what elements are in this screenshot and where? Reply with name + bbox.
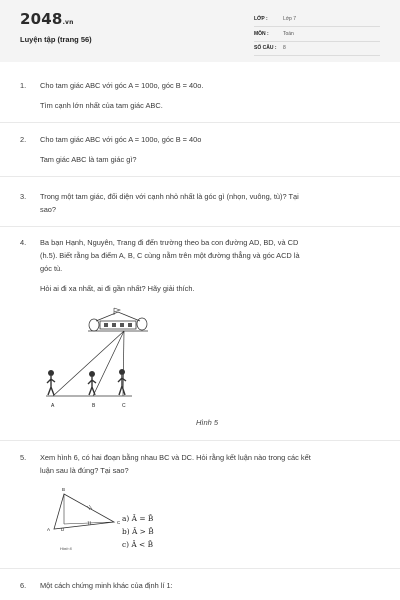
option-b: b) Â > B̂ <box>122 527 154 536</box>
divider <box>0 568 400 569</box>
divider <box>0 122 400 123</box>
question-count-label: SỐ CÂU : <box>254 45 277 51</box>
label-a: A <box>51 403 55 409</box>
question-line: Tìm cạnh lớn nhất của tam giác ABC. <box>40 101 163 110</box>
question-line: Hỏi ai đi xa nhất, ai đi gần nhất? Hãy giải thích. <box>40 284 195 293</box>
question-number: 4. <box>20 238 27 247</box>
figure-6 <box>40 484 122 556</box>
divider <box>0 226 400 227</box>
question-line: (h.5). Biết rằng ba điểm A, B, C cùng nằm trên một đường thẳng và góc ACD là <box>40 251 300 260</box>
label-d: D <box>61 527 65 532</box>
label-a: A <box>47 527 51 532</box>
figure-6-caption: Hình 6 <box>60 546 72 551</box>
logo-main: 2048 <box>20 10 63 28</box>
figure-5-caption: Hình 5 <box>196 418 219 427</box>
option-c: c) Â < B̂ <box>122 540 154 549</box>
question-line: Trong một tam giác, đối diện với cạnh nhỏ nhất là góc gì (nhọn, vuông, tù)? Tại <box>40 192 299 201</box>
school-icon <box>88 308 148 331</box>
question-line: Tam giác ABC là tam giác gì? <box>40 155 137 164</box>
question-line: Một cách chứng minh khác của định lí 1: <box>40 581 173 590</box>
question-line: sao? <box>40 205 57 214</box>
subject-value: Toán <box>283 31 294 37</box>
label-b: B <box>62 487 66 492</box>
road-cd <box>123 331 124 396</box>
divider <box>254 55 380 56</box>
page-title: Luyện tập (trang 56) <box>20 35 92 44</box>
site-logo[interactable] <box>20 10 74 28</box>
class-value: Lớp 7 <box>283 16 297 22</box>
question-line: góc tù. <box>40 264 63 273</box>
question-line: Xem hình 6, có hai đoạn bằng nhau BC và DC. Hỏi rằng kết luận nào trong các kết <box>40 453 311 462</box>
divider <box>0 440 400 441</box>
label-b: B <box>92 403 96 409</box>
divider <box>254 26 380 27</box>
question-number: 2. <box>20 135 27 144</box>
student-trang-icon <box>118 369 126 395</box>
question-line: Ba bạn Hạnh, Nguyên, Trang đi đến trường theo ba con đường AD, BD, và CD <box>40 238 299 247</box>
question-number: 3. <box>20 192 27 201</box>
triangle-abc <box>54 494 114 529</box>
road-bd <box>93 331 124 396</box>
student-nguyen-icon <box>88 371 96 395</box>
question-number: 5. <box>20 453 27 462</box>
option-a: a) Â = B̂ <box>122 514 154 523</box>
page-header <box>0 0 400 62</box>
logo-suffix: .vn <box>62 19 74 26</box>
question-number: 6. <box>20 581 27 590</box>
student-hanh-icon <box>47 370 55 395</box>
figure-5 <box>36 303 166 413</box>
road-ad <box>53 331 124 396</box>
divider <box>0 176 400 177</box>
question-line: Cho tam giác ABC với góc A = 100o, góc B = 40o <box>40 135 202 144</box>
divider <box>254 41 380 42</box>
question-line: Cho tam giác ABC với góc A = 100o, góc B = 40o. <box>40 81 204 90</box>
label-c: C <box>122 403 126 409</box>
question-line: luận sau là đúng? Tại sao? <box>40 466 129 475</box>
subject-label: MÔN : <box>254 31 269 37</box>
class-label: LỚP : <box>254 16 268 22</box>
label-c: C <box>117 520 121 525</box>
question-count-value: 8 <box>283 45 286 51</box>
question-number: 1. <box>20 81 27 90</box>
